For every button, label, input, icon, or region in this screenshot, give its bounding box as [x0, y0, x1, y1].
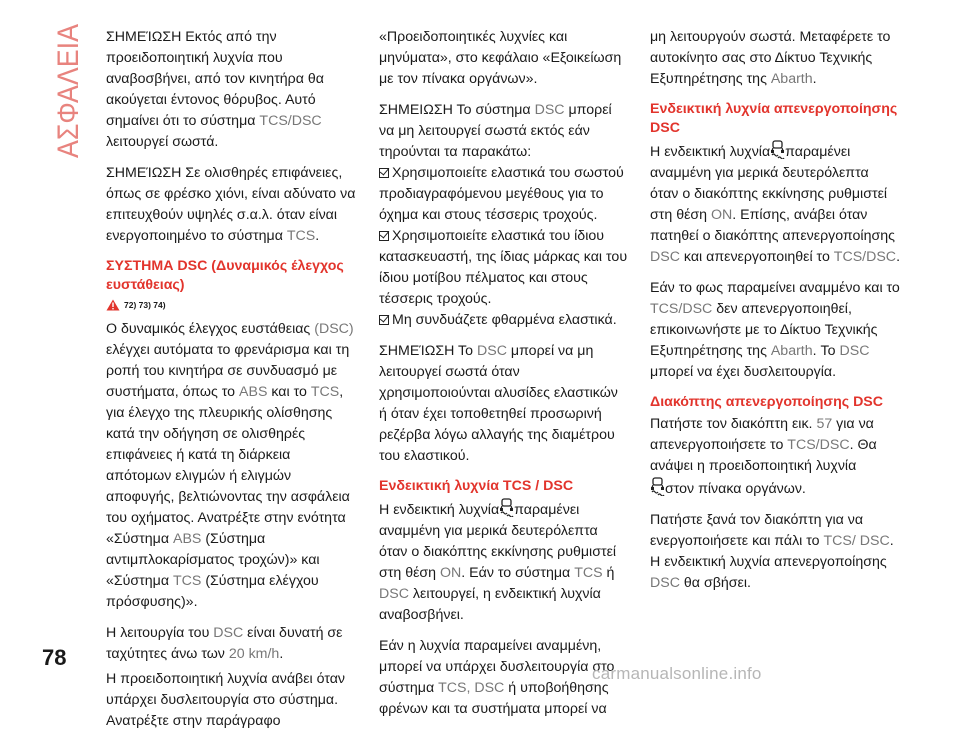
dsc-off-lamp-icon	[770, 140, 785, 159]
skid-warning-lamp-icon	[499, 498, 514, 517]
check-item: Χρησιμοποιείτε ελαστικά του σωστού προδιαγραφόμενου μεγέθους για το όχημα και στους τέσσερις τροχούς.	[379, 165, 624, 223]
column-3	[650, 27, 900, 604]
note-paragraph: ΣΗΜΕΊΩΣΗ Σε ολισθηρές επιφάνειες, όπως σε φρέσκο χιόνι, είναι αδύνατο να επιτευχθούν υψηλές σ.α.λ. όταν είναι ενεργοποιημένο το σύστημα TCS.	[106, 165, 356, 244]
body-paragraph: Ο δυναμικός έλεγχος ευστάθειας (DSC) ελέγχει αυτόματα το φρενάρισμα και τη ροπή του κινητήρα σε συνδυασμό με συστήματα, όπως το ABS και το TCS, για έλεγχο της πλευρικής ολίσθησης κατά την οδήγηση σε ολισθηρές επιφάνειες ή κατά τη διάρκεια απότομων ελιγμών ή ελιγμών αποφυγής, βελτιώνοντας την ασφάλεια του οχήματος. Ανατρέξτε στην ενότητα «Σύστημα ABS (Σύστημα αντιμπλοκαρίσματος τροχών)» και «Σύστημα TCS (Σύστημα ελέγχου πρόσφυσης)».	[106, 321, 354, 610]
dsc-off-lamp-icon	[650, 477, 665, 496]
body-paragraph: Πατήστε τον διακόπτη εικ. 57 για να απενεργοποιήσετε το TCS/DSC. Θα ανάψει η προειδοποιητική λυχνία στον πίνακα οργάνων.	[650, 416, 877, 497]
checkbox-icon	[379, 168, 389, 178]
warning-references	[106, 299, 356, 311]
tcs-dsc-lamp-heading: Ενδεικτική λυχνία TCS / DSC	[379, 478, 574, 494]
body-paragraph: Η ενδεικτική λυχνία παραμένει αναμμένη για μερικά δευτερόλεπτα όταν ο διακόπτης εκκίνησης ρυθμιστεί στη θέση ON. Επίσης, ανάβει όταν πατηθεί ο διακόπτης απενεργοποίησης DSC και απενεργοποιηθεί το TCS/DSC.	[650, 140, 900, 268]
warning-refs-text: 72) 73) 74)	[124, 300, 166, 310]
warning-triangle-icon	[106, 299, 120, 311]
dsc-off-lamp-heading: Ενδεικτική λυχνία απενεργοποίησης DSC	[650, 101, 898, 136]
dsc-heading: ΣΥΣΤΗΜΑ DSC (Δυναμικός έλεγχος ευστάθειας)	[106, 258, 344, 293]
note-paragraph: ΣΗΜΕΊΩΣΗ Το DSC μπορεί να μη λειτουργεί σωστά όταν χρησιμοποιούνται αλυσίδες ελαστικών ή όταν έχει τοποθετηθεί προσωρινή ρεζέρβα λόγω αλλαγής της διαμέτρου του ελαστικού.	[379, 343, 618, 464]
page-number: 78	[42, 645, 67, 670]
body-paragraph: Πατήστε ξανά τον διακόπτη για να ενεργοποιήσετε και πάλι το TCS/ DSC. Η ενδεικτική λυχνία απενεργοποίησης DSC θα σβήσει.	[650, 512, 894, 591]
check-item: Μη συνδυάζετε φθαρμένα ελαστικά.	[379, 310, 629, 331]
note-paragraph: ΣΗΜΕΊΩΣΗ Εκτός από την προειδοποιητική λυχνία που αναβοσβήνει, από τον κινητήρα θα ακούγεται έντονος θόρυβος. Αυτό σημαίνει ότι το σύστημα TCS/DSC λειτουργεί σωστά.	[106, 29, 324, 150]
checkbox-icon	[379, 231, 389, 241]
watermark: carmanualsonline.info	[592, 664, 762, 683]
column-1	[106, 27, 356, 742]
check-item: Χρησιμοποιείτε ελαστικά του ίδιου κατασκευαστή, της ίδιας μάρκας και του ίδιου μοτίβου πέλματος και στους τέσσερις τροχούς.	[379, 228, 628, 307]
body-paragraph: «Προειδοποιητικές λυχνίες και μηνύματα», στο κεφάλαιο «Εξοικείωση με τον πίνακα οργάνων».	[379, 29, 622, 87]
body-paragraph: Εάν η λυχνία παραμείνει αναμμένη, μπορεί να υπάρχει δυσλειτουργία στο σύστημα TCS, DSC ή υποβοήθησης φρένων και τα συστήματα μπορεί να	[379, 638, 615, 717]
checkbox-icon	[379, 315, 389, 325]
section-title	[40, 20, 90, 160]
body-paragraph: Η λειτουργία του DSC είναι δυνατή σε ταχύτητες άνω των 20 km/h.	[106, 625, 343, 662]
note-paragraph: ΣΗΜΕΙΩΣΗ Το σύστημα DSC μπορεί να μη λειτουργεί σωστά εκτός εάν τηρούνται τα παρακάτω:	[379, 102, 612, 160]
body-paragraph: Η ενδεικτική λυχνία παραμένει αναμμένη για μερικά δευτερόλεπτα όταν ο διακόπτης εκκίνησης ρυθμιστεί στη θέση ON. Εάν το σύστημα TCS ή DSC λειτουργεί, η ενδεικτική λυχνία αναβοσβήνει.	[379, 498, 629, 626]
body-paragraph: μη λειτουργούν σωστά. Μεταφέρετε το αυτοκίνητο σας στο Δίκτυο Τεχνικής Εξυπηρέτησης της Abarth.	[650, 29, 891, 87]
body-paragraph: Η προειδοποιητική λυχνία ανάβει όταν υπάρχει δυσλειτουργία στο σύστημα. Ανατρέξτε στην παράγραφο	[106, 671, 346, 729]
section-title-text: ΑΣΦΑΛΕΙΑ	[52, 20, 85, 158]
dsc-off-switch-heading: Διακόπτης απενεργοποίησης DSC	[650, 394, 884, 410]
column-2	[379, 27, 629, 730]
body-paragraph: Εάν το φως παραμείνει αναμμένο και το TCS/DSC δεν απενεργοποιηθεί, επικοινωνήστε με το Δίκτυο Τεχνικής Εξυπηρέτησης της Abarth. Το DSC μπορεί να έχει δυσλειτουργία.	[650, 280, 900, 380]
